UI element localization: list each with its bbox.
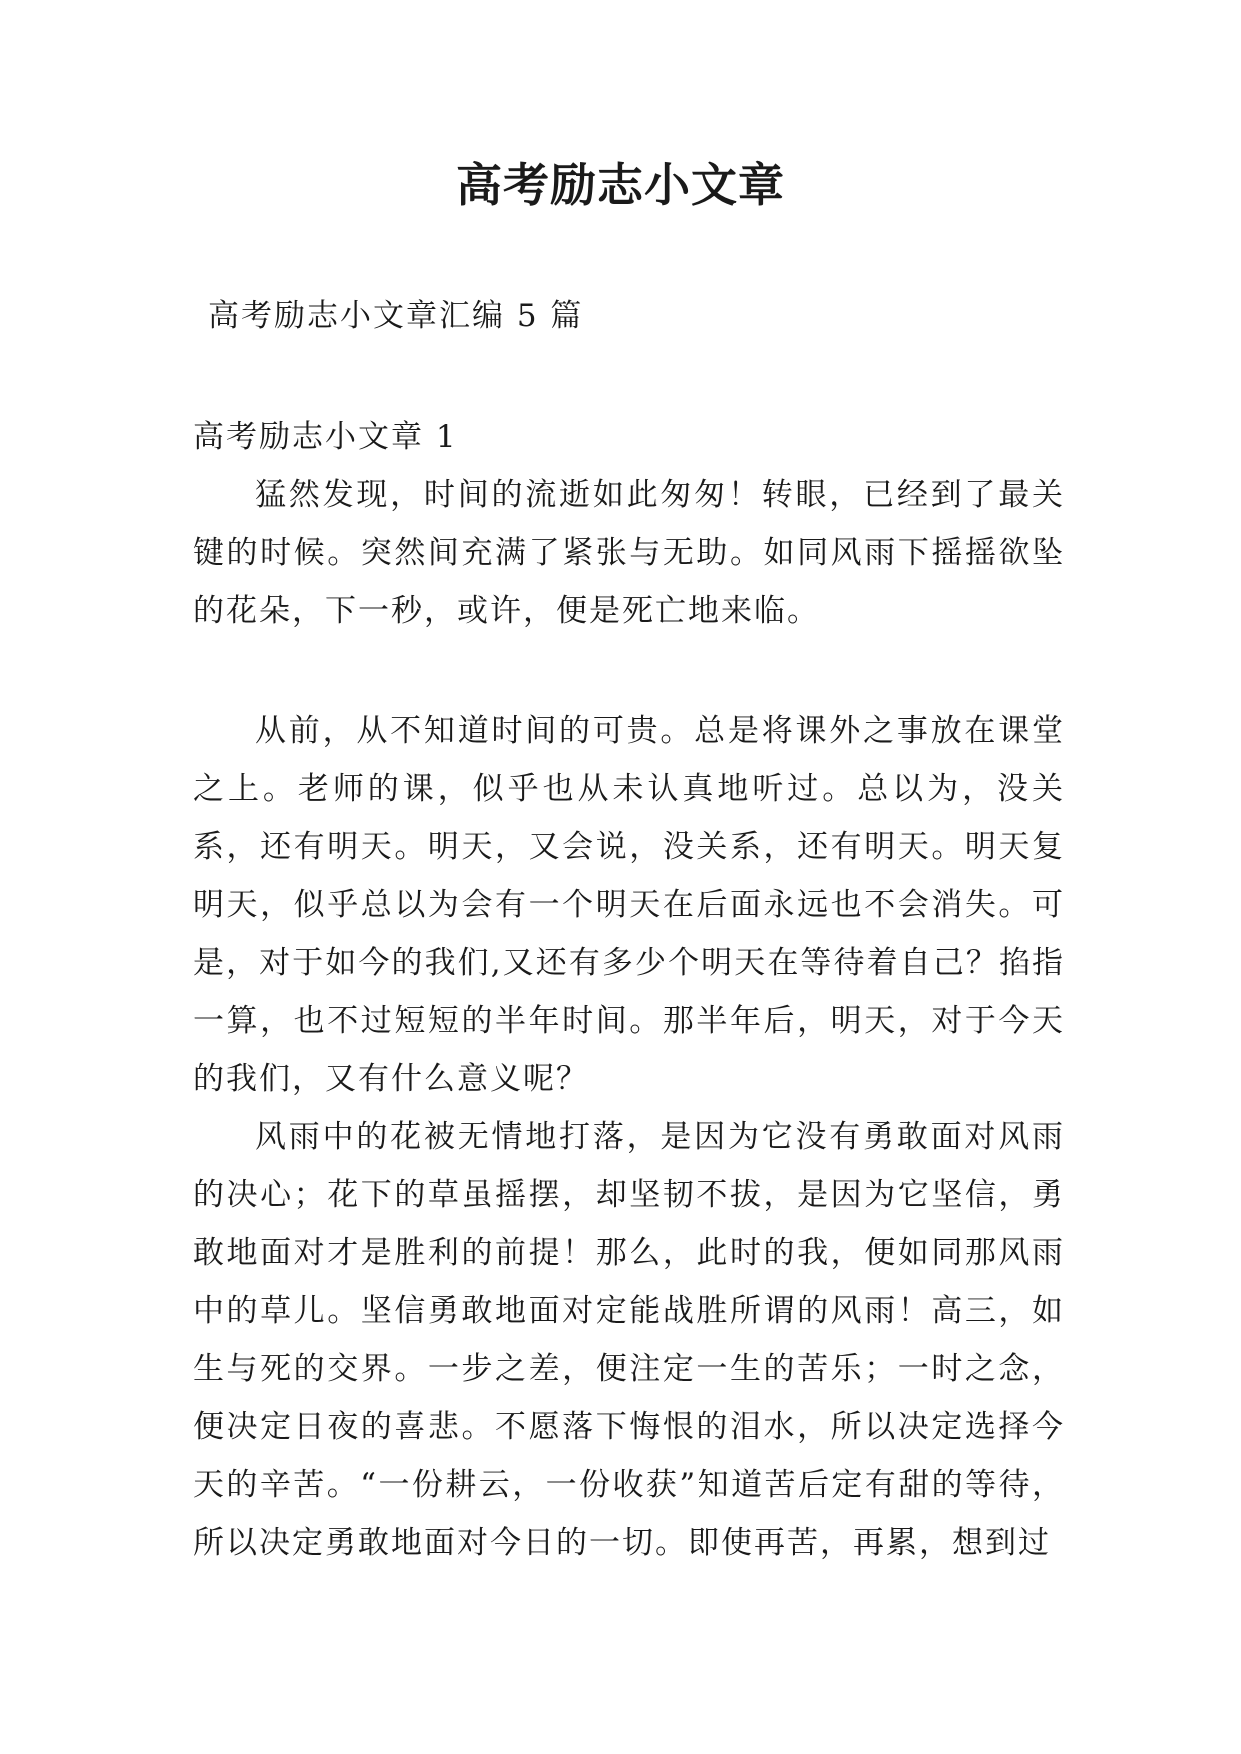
document-body	[193, 408, 1065, 1572]
document-title: 高考励志小文章	[456, 158, 785, 212]
document-subtitle: 高考励志小文章汇编 5 篇	[208, 298, 584, 334]
section-heading: 高考励志小文章 1	[193, 419, 458, 455]
paragraph-1: 猛然发现，时间的流逝如此匆匆！转眼，已经到了最关键的时候。突然间充满了紧张与无助。如同风雨下摇摇欲坠的花朵，下一秒，或许，便是死亡地来临。	[193, 477, 1065, 629]
paragraph-3: 风雨中的花被无情地打落，是因为它没有勇敢面对风雨的决心；花下的草虽摇摆，却坚韧不拔，是因为它坚信，勇敢地面对才是胜利的前提！那么，此时的我，便如同那风雨中的草儿。坚信勇敢地面对定能战胜所谓的风雨！高三，如生与死的交界。一步之差，便注定一生的苦乐；一时之念，便决定日夜的喜悲。不愿落下悔恨的泪水，所以决定选择今天的辛苦。“一份耕云，一份收获”知道苦后定有甜的等待，所以决定勇敢地面对今日的一切。即使再苦，再累，想到过	[193, 1119, 1065, 1561]
paragraph-2: 从前，从不知道时间的可贵。总是将课外之事放在课堂之上。老师的课，似乎也从未认真地听过。总以为，没关系，还有明天。明天，又会说，没关系，还有明天。明天复明天，似乎总以为会有一个明天在后面永远也不会消失。可是，对于如今的我们,又还有多少个明天在等待着自己？掐指一算，也不过短短的半年时间。那半年后，明天，对于今天的我们，又有什么意义呢？	[193, 713, 1065, 1097]
